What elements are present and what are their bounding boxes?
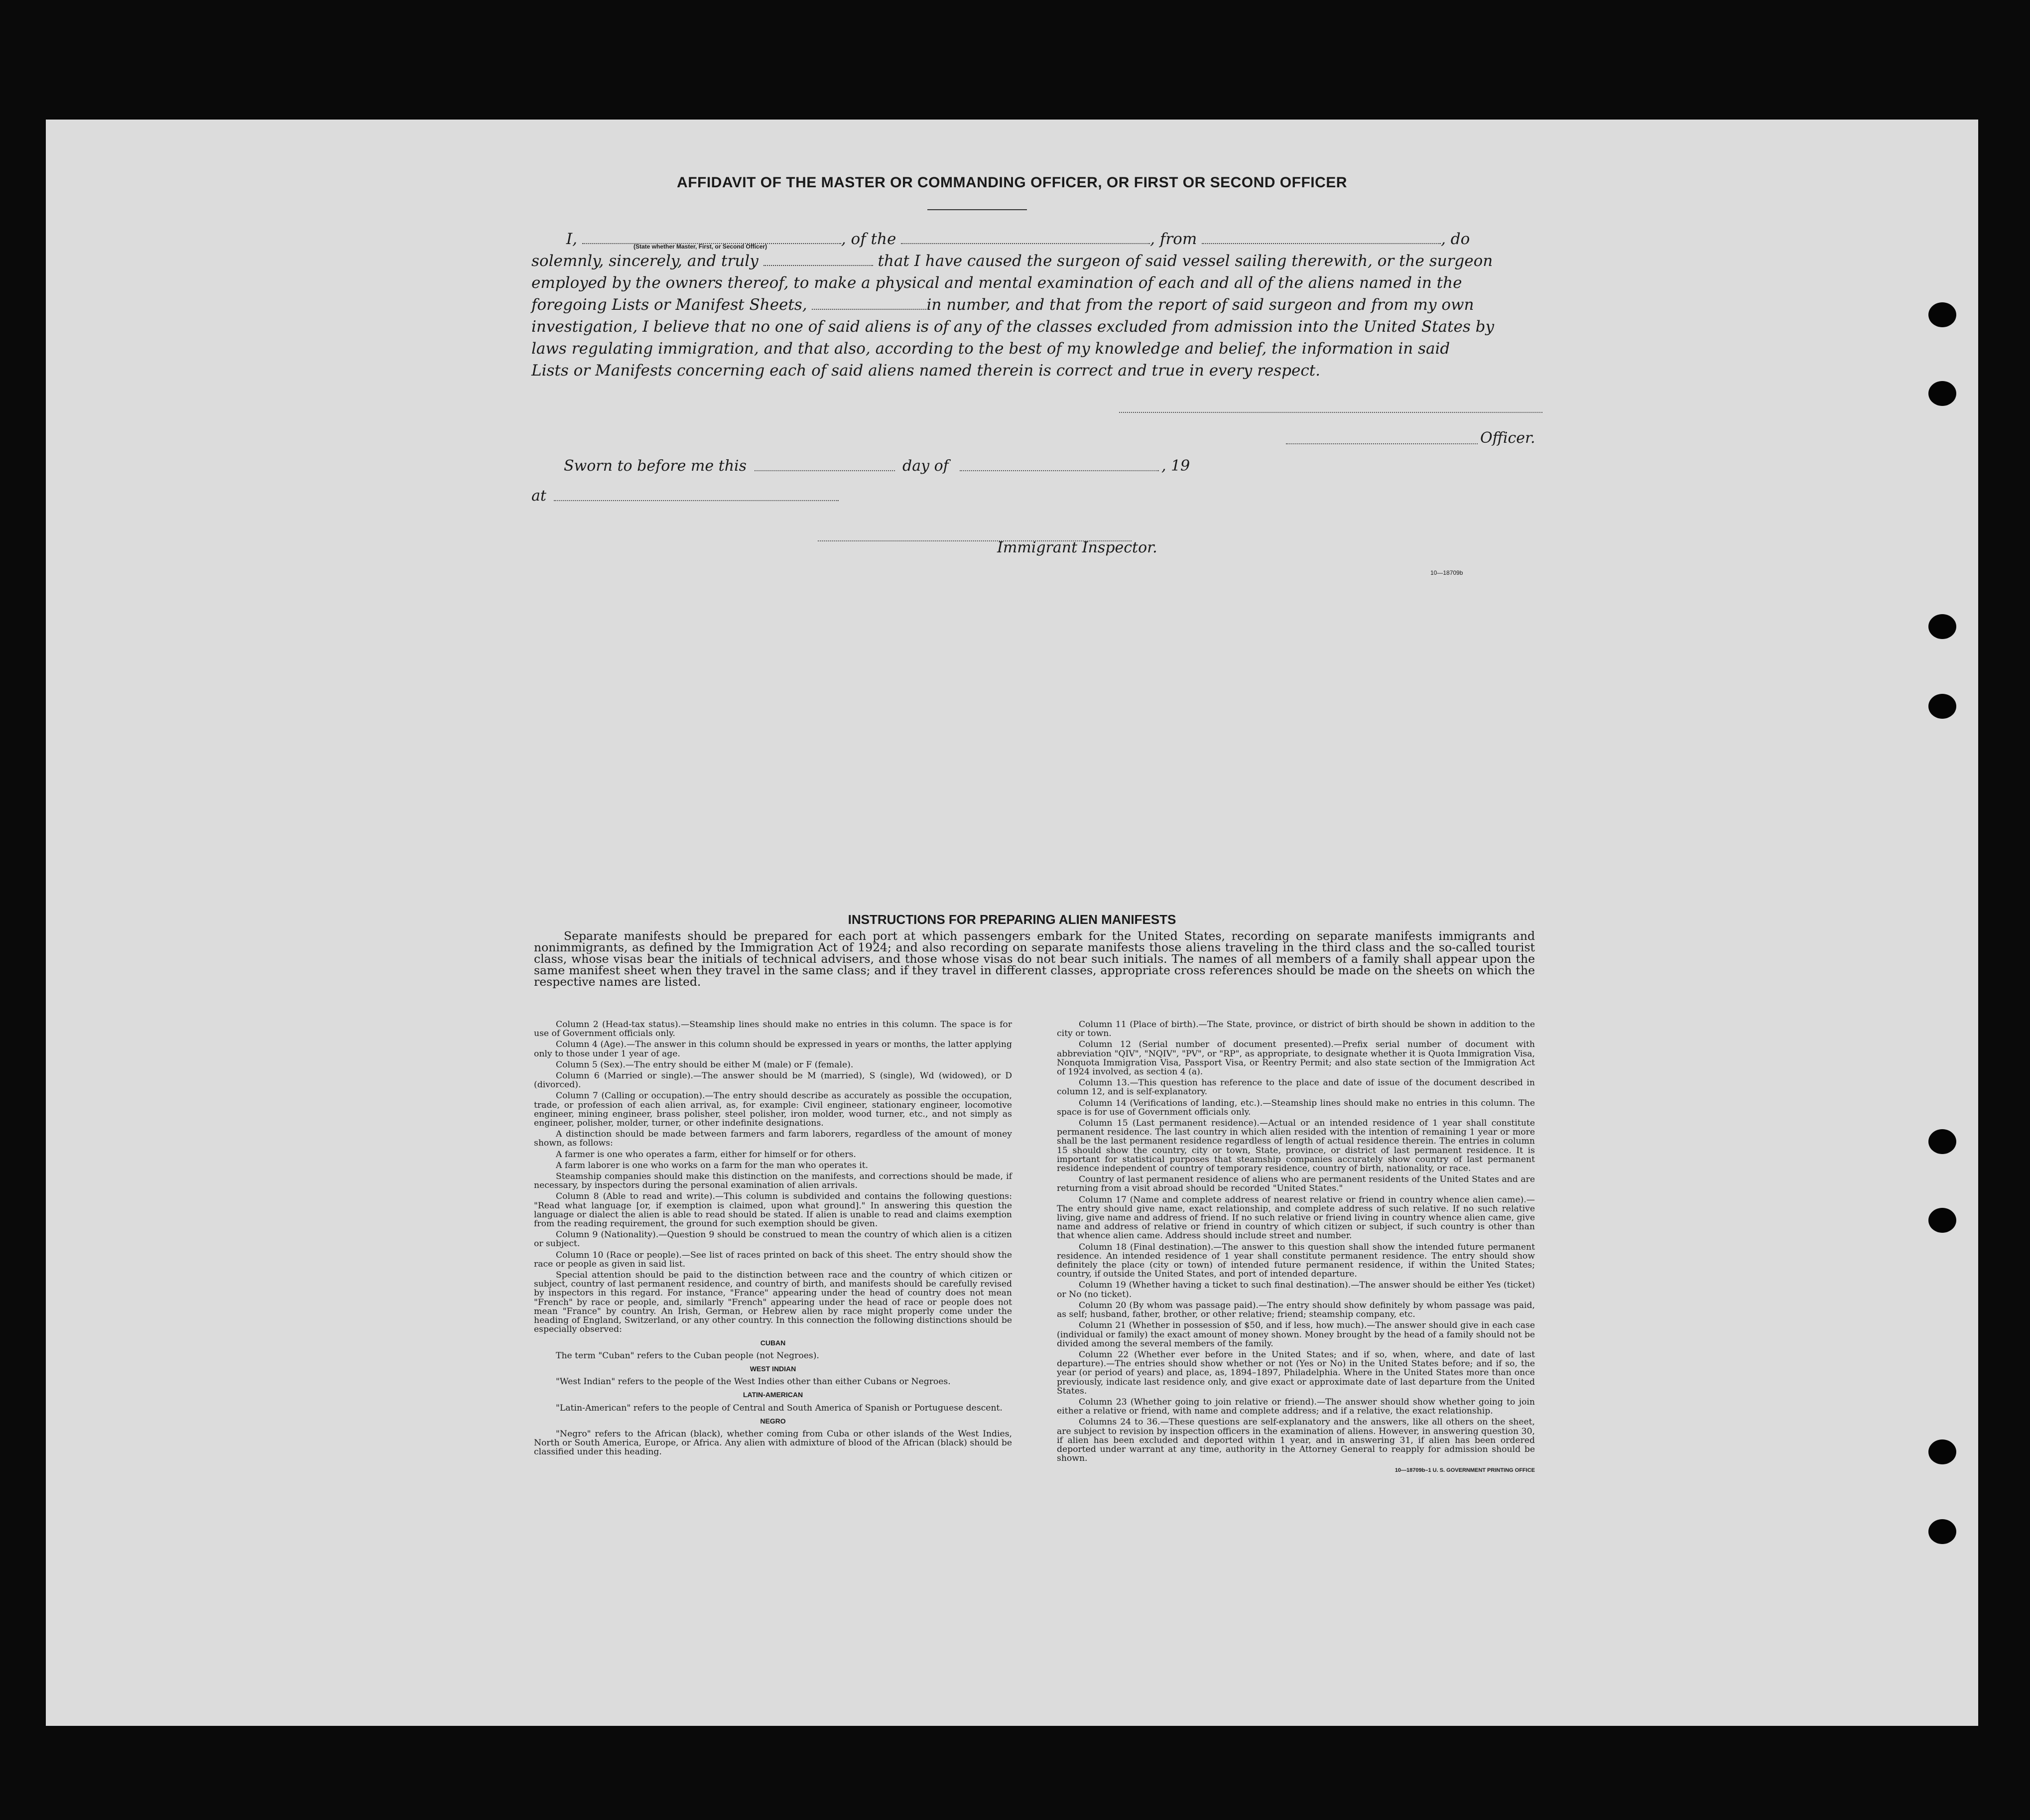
instructions-title: INSTRUCTIONS FOR PREPARING ALIEN MANIFESTS: [848, 912, 1176, 927]
instruction-paragraph: A distinction should be made between farmers and farm laborers, regardless of the amount of money shown, as follows:: [534, 1129, 1012, 1149]
punch-hole: [1928, 302, 1956, 327]
instruction-paragraph: The term "Cuban" refers to the Cuban people (not Negroes).: [556, 1350, 819, 1361]
affidavit-line-3: employed by the owners thereof, to make a physical and mental examination of each and all of the aliens named in the: [531, 274, 1462, 292]
instruction-paragraph: Column 18 (Final destination).—The answer to this question shall show the intended future permanent residence. An intended residence of 1 year shall constitute permanent residence. The entry should show definitely the place (city or town) of intended future permanent residence, if within the United States; country, if outside the United States, and port of intended departure.: [1057, 1242, 1535, 1280]
instructions-right-column: [1057, 1020, 1535, 1477]
instruction-paragraph: Column 7 (Calling or occupation).—The entry should describe as accurately as possible the occupation, trade, or profession of each alien arrival, as, for example: Civil engineer, stationary engineer, locomotive engineer, mining engineer, brass polisher, steel polisher, iron molder, wood turner, etc., and not simply as engineer, polisher, molder, turner, or other indefinite designations.: [534, 1091, 1012, 1129]
instruction-paragraph: Column 23 (Whether going to join relative or friend).—The answer should show whether going to join either a relative or friend, with name and complete address; and if a relative, the exact relationship.: [1057, 1397, 1535, 1417]
punch-hole: [1928, 1519, 1956, 1544]
instruction-paragraph: Column 11 (Place of birth).—The State, province, or district of birth should be shown in addition to the city or town.: [1057, 1020, 1535, 1039]
affidavit-line-6: laws regulating immigration, and that also, according to the best of my knowledge and belief, the information in said: [531, 340, 1450, 358]
punch-hole: [1928, 1208, 1956, 1233]
instruction-paragraph: Column 15 (Last permanent residence).—Actual or an intended residence of 1 year shall constitute permanent residence. The last country in which alien resided with the intention of remaining 1 year or more shall be the last permanent residence regardless of length of actual residence therein. The entries in column 15 should show the country, city or town, State, province, or district of last permanent residence. It is important for statistical purposes that steamship companies accurately show country of last permanent residence independent of country of temporary residence, country of birth, nationality, or race.: [1057, 1118, 1535, 1174]
punch-hole: [1928, 1129, 1956, 1154]
punch-hole: [1928, 381, 1956, 406]
inspector-label: Immigrant Inspector.: [997, 539, 1157, 556]
affidavit-body: [531, 228, 1537, 382]
instruction-paragraph: "Negro" refers to the African (black), whether coming from Cuba or other islands of the West Indies, North or South America, Europe, or Africa. Any alien with admixture of blood of the African (black) should be classified under this heading.: [534, 1429, 1012, 1457]
instruction-paragraph: Column 4 (Age).—The answer in this column should be expressed in years or months, the latter applying only to those under 1 year of age.: [534, 1040, 1012, 1059]
instruction-paragraph: Column 9 (Nationality).—Question 9 should be construed to mean the country of which alien is a citizen or subject.: [534, 1230, 1012, 1249]
instruction-paragraph: A farm laborer is one who works on a farm for the man who operates it.: [556, 1160, 869, 1170]
signature-line-1[interactable]: [1119, 412, 1542, 413]
affidavit-title: AFFIDAVIT OF THE MASTER OR COMMANDING OFFICER, OR FIRST OR SECOND OFFICER: [677, 174, 1347, 191]
sworn-day-field[interactable]: [755, 470, 895, 471]
instruction-paragraph: Column 13.—This question has reference to the place and date of issue of the document described in column 12, and is self-explanatory.: [1057, 1078, 1535, 1097]
instruction-paragraph: Column 17 (Name and complete address of nearest relative or friend in country whence alien came).—The entry should give name, exact relationship, and complete address of such relative. If no such relative living, give name and address of friend. If no such relative or friend living in country whence alien came, give name and address of relative or friend in country of which citizen or subject, if such country is other than that whence alien came. Address should include street and number.: [1057, 1194, 1535, 1241]
manifest-sheet: [46, 120, 1978, 1726]
instruction-paragraph: Steamship companies should make this distinction on the manifests, and corrections should be made, if necessary, by inspectors during the personal examination of alien arrivals.: [534, 1171, 1012, 1191]
instruction-paragraph: Column 6 (Married or single).—The answer should be M (married), S (single), Wd (widowed), or D (divorced).: [534, 1071, 1012, 1090]
heading-cuban: CUBAN: [760, 1338, 786, 1347]
punch-hole: [1928, 1439, 1956, 1464]
instruction-paragraph: Special attention should be paid to the distinction between race and the country of which citizen or subject, country of last permanent residence, and country of birth, and manifests should be carefully revised by inspectors in this regard. For instance, "France" appearing under the head of country does not mean "French" by race or people, and, similarly "French" appearing under the head of race or people does not mean "France" by country. An Irish, German, or Hebrew alien by race might properly come under the heading of England, Switzerland, or any other country. In this connection the following distinctions should be especially observed:: [534, 1270, 1012, 1335]
signature-line-2[interactable]: [1286, 443, 1478, 444]
punch-hole: [1928, 614, 1956, 639]
instruction-paragraph: Column 20 (By whom was passage paid).—The entry should show definitely by whom passage was paid, as self; husband, father, brother, or other relative; friend; steamship company, etc.: [1057, 1300, 1535, 1320]
affidavit-line-4: foregoing Lists or Manifest Sheets, in number, and that from the report of said surgeon and from my own: [531, 296, 1474, 314]
instruction-paragraph: Columns 24 to 36.—These questions are self-explanatory and the answers, like all others on the sheet, are subject to revision by inspection officers in the examination of aliens. However, in answering question 30, if alien has been excluded and deported within 1 year, and in answering 31, if alien has been ordered deported under warrant at any time, authority in the Attorney General to reapply for admission should be shown.: [1057, 1417, 1535, 1464]
affidavit-line-7: Lists or Manifests concerning each of said aliens named therein is correct and true in every respect.: [531, 362, 1321, 380]
title-underline: [927, 209, 1027, 210]
year-prefix: , 19: [1161, 457, 1190, 475]
sheet-count-field[interactable]: [812, 298, 926, 310]
instruction-paragraph: "West Indian" refers to the people of the West Indies other than either Cubans or Negroes.: [556, 1377, 951, 1387]
instruction-paragraph: A farmer is one who operates a farm, either for himself or for others.: [556, 1149, 856, 1160]
affidavit-line-1: I, , of the , from , do: [566, 230, 1470, 248]
instruction-paragraph: Country of last permanent residence of aliens who are permanent residents of the United States and are returning from a visit abroad should be recorded "United States.": [1057, 1174, 1535, 1194]
instructions-intro: Separate manifests should be prepared for each port at which passengers embark for the United States, recording on separate manifests immigrants and nonimmigrants, as defined by the Immigration Act of 1924; and also recording on separate manifests those aliens traveling in the third class and the so-called tourist class, whose visas bear the initials of technical advisers, and those whose visas do not bear such initials. The names of all members of a family shall appear upon the same manifest sheet when they travel in the same class; and if they travel in different classes, appropriate cross references should be made on the sheets on which the respective names are listed.: [534, 929, 1535, 989]
instruction-paragraph: Column 14 (Verifications of landing, etc.).—Steamship lines should make no entries in this column. The space is for use of Government officials only.: [1057, 1098, 1535, 1117]
instruction-paragraph: Column 19 (Whether having a ticket to such final destination).—The answer should be either Yes (ticket) or No (no ticket).: [1057, 1280, 1535, 1300]
footer-code: 10—18709b–1 U. S. GOVERNMENT PRINTING OFFICE: [1395, 1467, 1535, 1474]
instruction-paragraph: Column 2 (Head-tax status).—Steamship lines should make no entries in this column. The space is for use of Government officials only.: [534, 1020, 1012, 1039]
at-label: at: [531, 487, 546, 505]
punch-hole: [1928, 694, 1956, 719]
officer-rank-field[interactable]: [582, 232, 841, 244]
from-port-field[interactable]: [1202, 232, 1441, 244]
instruction-paragraph: Column 5 (Sex).—The entry should be either M (male) or F (female).: [556, 1059, 854, 1070]
heading-latin-american: LATIN-AMERICAN: [743, 1391, 803, 1399]
officer-label: Officer.: [1480, 429, 1535, 447]
instructions-left-column: [534, 1020, 1012, 1459]
instruction-paragraph: Column 10 (Race or people).—See list of races printed on back of this sheet. The entry should show the race or people as given in said list.: [534, 1250, 1012, 1269]
truly-field[interactable]: [763, 254, 873, 266]
heading-negro: NEGRO: [760, 1417, 786, 1425]
rank-note: (State whether Master, First, or Second Officer): [634, 243, 767, 250]
instruction-paragraph: Column 22 (Whether ever before in the United States; and if so, when, where, and date of last departure).—The entries should show whether or not (Yes or No) in the United States before; and if so, the year (or period of years) and place, as, 1894–1897, Philadelphia. Where in the United States more than once previously, indicate last residence only, and give exact or approximate date of last departure from the United States.: [1057, 1349, 1535, 1396]
day-of-label: day of: [902, 457, 949, 475]
affidavit-line-5: investigation, I believe that no one of said aliens is of any of the classes excluded from admission into the United States by: [531, 318, 1495, 336]
at-place-field[interactable]: [554, 500, 839, 501]
heading-west-indian: WEST INDIAN: [750, 1364, 796, 1373]
instruction-paragraph: Column 8 (Able to read and write).—This column is subdivided and contains the following questions: "Read what language [or, if exemption is claimed, upon what ground]." In answering this question the language or dialect the alien is able to read should be stated. If alien is unable to read and claims exemption from the reading requirement, the ground for such exemption should be given.: [534, 1191, 1012, 1229]
sworn-month-field[interactable]: [960, 470, 1159, 471]
instruction-paragraph: "Latin-American" refers to the people of Central and South America of Spanish or Portuguese descent.: [556, 1403, 1003, 1413]
affidavit-form-code: 10—18709b: [1430, 569, 1463, 576]
affidavit-line-2: solemnly, sincerely, and truly that I have caused the surgeon of said vessel sailing therewith, or the surgeon: [531, 252, 1493, 270]
vessel-name-field[interactable]: [901, 232, 1150, 244]
instruction-paragraph: Column 21 (Whether in possession of $50, and if less, how much).—The answer should give in each case (individual or family) the exact amount of money shown. Money brought by the head of a family should not be divided among the several members of the family.: [1057, 1320, 1535, 1349]
instruction-paragraph: Column 12 (Serial number of document presented).—Prefix serial number of document with abbreviation "QIV", "NQIV", "PV", or "RP", as appropriate, to designate whether it is Quota Immigration Visa, Nonquota Immigration Visa, Passport Visa, or Reentry Permit; and also state section of the Immigration Act of 1924 involved, as section 4 (a).: [1057, 1040, 1535, 1077]
sworn-label: Sworn to before me this: [564, 457, 747, 475]
